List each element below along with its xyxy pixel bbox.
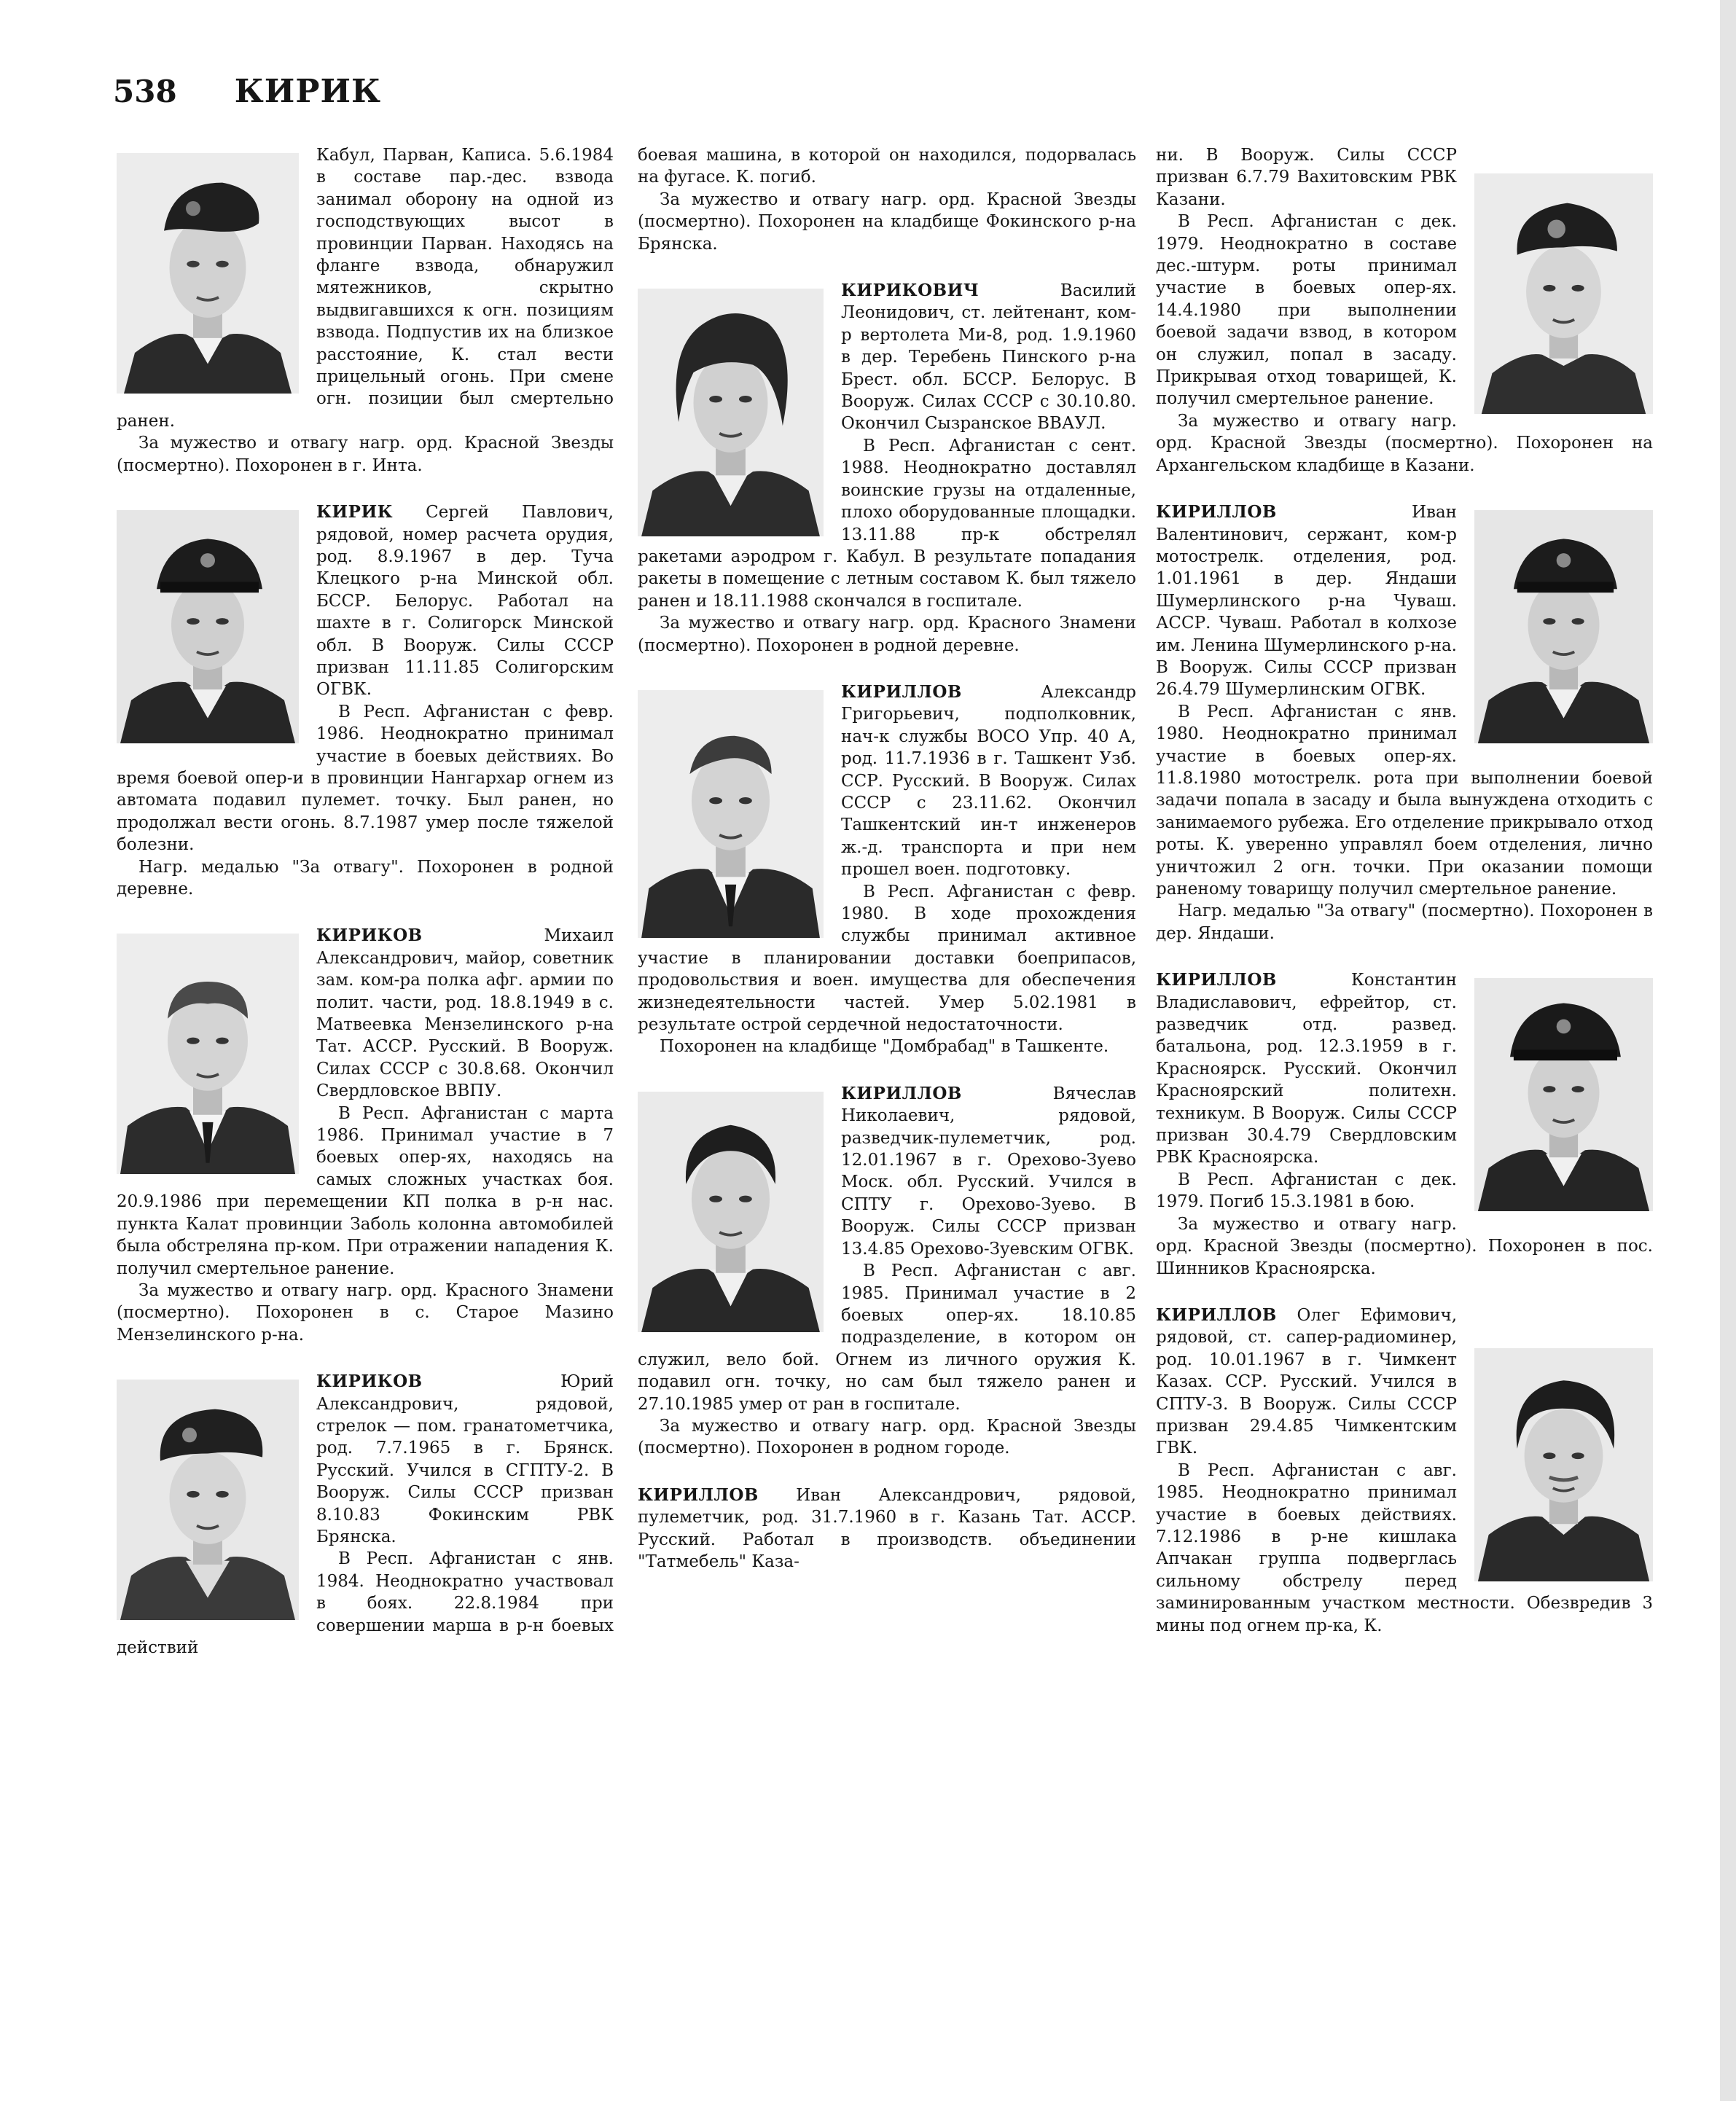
- portrait-photo: [1474, 978, 1653, 1211]
- column-3: [1156, 144, 1653, 2097]
- entry-service: В Респ. Афганистан с марта 1986. Принимал участие в 7 боевых опер-ях, находясь на самых сложных участках боя. 20.9.1986 при перемещении КП полка в р-н нас. пункта Калат провинции Заболь колонна автомобилей была обстреляна пр-ком. При отражении нападения К. получил смертельное ранение.: [117, 1103, 614, 1278]
- page-header: [113, 73, 381, 117]
- entry-service: В Респ. Афганистан с дек. 1979. Неоднократно в составе дес.-штурм. роты принимал участие в боевых опер-ях. 14.4.1980 при выполнении боевой задачи взвод, в котором он служил, попал в засаду. Прикрывая отход товарищей, К. получил смертельное ранение.: [1156, 212, 1457, 409]
- portrait-photo: [117, 1380, 299, 1620]
- running-head: КИРИК: [234, 73, 382, 110]
- portrait-photo: [638, 690, 824, 938]
- page-number: 538: [113, 74, 177, 109]
- portrait-photo: [638, 289, 824, 536]
- entry-text: Александр Григорьевич, подполковник, нач-к службы ВОСО Упр. 40 А, род. 11.7.1936 в г. Ташкент Узб. ССР. Русский. В Вооруж. Силах СССР с 23.11.62. Окончил Ташкентский ин-т инженеров ж.-д. транспорта и при нем прошел воен. подготовку.: [841, 682, 1136, 880]
- portrait-photo: [117, 153, 299, 394]
- entry-service: В Респ. Афганистан с авг. 1985. Принимал участие в 2 боевых опер-ях. 18.10.85 подразделение, в котором он служил, вело бой. Огнем из личного оружия К. подавил огн. точку, но сам был тяжело ранен и 27.10.1985 умер от ран в госпитале.: [638, 1261, 1136, 1414]
- entry-kirillov-ivan-a: [638, 1484, 1136, 1573]
- entry-service: В Респ. Афганистан с февр. 1980. В ходе прохождения службы принимал активное участие в планировании доставки боеприпасов, продовольствия и воен. имущества для обеспечения жизнедеятельности частей. Умер 5.02.1981 в результате острой сердечной недостаточности.: [638, 882, 1136, 1035]
- entry-text: боевая машина, в которой он находился, подорвалась на фугасе. К. погиб.: [638, 146, 1136, 187]
- entry-text: Константин Владиславович, ефрейтор, ст. разведчик отд. развед. батальона, род. 12.3.1959 в г. Красноярск. Русский. Окончил Красноярский политехн. техникум. В Вооруж. Силы СССР призван 30.4.79 Свердловским РВК Красноярска.: [1156, 971, 1457, 1167]
- entry-continuation: [1156, 144, 1653, 477]
- entry-kirikov-mikhail: [117, 925, 614, 1346]
- entry-surname: КИРИЛЛОВ: [638, 1484, 759, 1505]
- entry-surname: КИРИКОВ: [316, 926, 423, 946]
- entry-kirikov-yuriy: [117, 1371, 614, 1659]
- entry-award: За мужество и отвагу нагр. орд. Красной Звезды (посмертно). Похоронен в родном городе.: [638, 1416, 1136, 1458]
- entry-surname: КИРИЛЛОВ: [841, 1083, 962, 1103]
- entry-service: В Респ. Афганистан с авг. 1985. Неоднократно принимал участие в боевых действиях. 7.12.1986 в р-не кишлака Апчакан группа подверглась сильному обстрелу перед заминированным участком местности. Обезвредив 3 мины под огнем пр-ка, К.: [1156, 1460, 1653, 1635]
- entry-continuation: [117, 144, 614, 477]
- entry-service: В Респ. Афганистан с сент. 1988. Неоднократно доставлял воинские грузы на отдаленные, плохо оборудованные площадки. 13.11.88 пр-к обстрелял ракетами аэродром г. Кабул. В результате попадания ракеты в помещение с летным составом К. был тяжело ранен и 18.11.1988 скончался в госпитале.: [638, 436, 1136, 611]
- entry-service: В Респ. Афганистан с февр. 1986. Неоднократно принимал участие в боевых действиях. Во время боевой опер-и в провинции Нангархар огнем из автомата подавил пулемет. точку. Был ранен, но продолжал вести огонь. 8.7.1987 умер после тяжелой болезни.: [117, 702, 614, 855]
- entry-award: За мужество и отвагу нагр. орд. Красной Звезды (посмертно). Похоронен в пос. Шинников Красноярска.: [1156, 1214, 1653, 1278]
- entry-surname: КИРИК: [316, 502, 394, 523]
- entry-award: За мужество и отвагу нагр. орд. Красного Знамени (посмертно). Похоронен в с. Старое Мазино Мензелинского р-на.: [117, 1280, 614, 1345]
- entry-text: Иван Александрович, рядовой, пулеметчик, род. 31.7.1960 в г. Казань Тат. АССР. Русский. Работал в производств. объединении "Татмебель" Каза-: [638, 1485, 1136, 1571]
- entry-text: Кабул, Парван, Каписа. 5.6.1984 в составе пар.-дес. взвода занимал оборону на одной из господствующих высот в провинции Парван. Находясь на фланге взвода, обнаружил мятежников, скрытно выдвигавшихся к огн. позициям взвода. Подпустив их на близкое расстояние, К. стал вести прицельный огонь. При смене огн. позиции был смертельно ранен.: [117, 146, 614, 431]
- entry-award: За мужество и отвагу нагр. орд. Красной Звезды (посмертно). Похоронен на кладбище Фокинского р-на Брянска.: [638, 189, 1136, 254]
- page-edge-shadow: [1720, 0, 1736, 2101]
- entry-surname: КИРИЛЛОВ: [841, 681, 962, 702]
- portrait-photo: [117, 934, 299, 1174]
- portrait-photo: [638, 1092, 824, 1332]
- entry-kirillov-aleksandr: [638, 681, 1136, 1058]
- entry-text: Вячеслав Николаевич, рядовой, разведчик-пулеметчик, род. 12.01.1967 в г. Орехово-Зуево Моск. обл. Русский. Учился в СПТУ г. Орехово-Зуево. В Вооруж. Силы СССР призван 13.4.85 Орехово-Зуевским ОГВК.: [841, 1084, 1136, 1259]
- entry-service: В Респ. Афганистан с дек. 1979. Погиб 15.3.1981 в бою.: [1156, 1170, 1457, 1212]
- portrait-photo: [1474, 510, 1653, 743]
- entry-surname: КИРИЛЛОВ: [1156, 970, 1277, 990]
- entry-kirillov-ivan-v: [1156, 501, 1653, 944]
- entry-text: ни. В Вооруж. Силы СССР призван 6.7.79 Вахитовским РВК Казани.: [1156, 146, 1457, 209]
- entry-service: В Респ. Афганистан с янв. 1980. Неоднократно принимал участие в боевых опер-ях. 11.8.1980 мотострелк. рота при выполнении боевой задачи попала в засаду и была вынуждена отходить с занимаемого рубежа. Его отделение прикрывало отход роты. К. уверенно управлял боем отделения, лично уничтожил 2 огн. точки. При оказании помощи раненому товарищу получил смертельное ранение.: [1156, 702, 1653, 899]
- entry-kirik-sergey: [117, 501, 614, 900]
- entry-award: Нагр. медалью "За отвагу". Похоронен в родной деревне.: [117, 857, 614, 899]
- entry-kirillov-konstantin: [1156, 969, 1653, 1280]
- entry-award: За мужество и отвагу нагр. орд. Красной Звезды (посмертно). Похоронен на Архангельском кладбище в Казани.: [1156, 411, 1653, 475]
- entry-continuation: [638, 144, 1136, 255]
- entry-surname: КИРИЛЛОВ: [1156, 502, 1277, 523]
- portrait-photo: [117, 510, 299, 743]
- portrait-photo: [1474, 1348, 1653, 1581]
- portrait-photo: [1474, 173, 1653, 414]
- entry-award: Похоронен на кладбище "Домбрабад" в Ташкенте.: [660, 1037, 1109, 1057]
- entry-surname: КИРИКОВ: [316, 1372, 423, 1392]
- entry-award: Нагр. медалью "За отвагу" (посмертно). Похоронен в дер. Яндаши.: [1156, 901, 1653, 943]
- entry-text: Василий Леонидович, ст. лейтенант, ком-р вертолета Ми-8, род. 1.9.1960 в дер. Теребень Пинского р-на Брест. обл. БССР. Белорус. В Вооруж. Силах СССР с 30.10.80. Окончил Сызранское ВВАУЛ.: [841, 281, 1136, 434]
- entry-text: Иван Валентинович, сержант, ком-р мотострелк. отделения, род. 1.01.1961 в дер. Яндаши Шумерлинского р-на Чуваш. АССР. Чуваш. Работал в колхозе им. Ленина Шумерлинского р-на. В Вооруж. Силы СССР призван 26.4.79 Шумерлинским ОГВК.: [1156, 503, 1457, 700]
- entry-surname: КИРИКОВИЧ: [841, 281, 980, 301]
- entry-text: Михаил Александрович, майор, советник зам. ком-ра полка афг. армии по полит. части, род. 18.8.1949 в с. Матвеевка Мензелинского р-на Тат. АССР. Русский. В Вооруж. Силах СССР с 30.8.68. Окончил Свердловское ВВПУ.: [316, 926, 614, 1101]
- entry-award: За мужество и отвагу нагр. орд. Красной Звезды (посмертно). Похоронен в г. Инта.: [117, 434, 614, 475]
- entry-kirillov-oleg: [1156, 1304, 1653, 1637]
- column-1: [117, 144, 614, 2097]
- entry-text: Олег Ефимович, рядовой, ст. сапер-радиоминер, род. 10.01.1967 в г. Чимкент Казах. ССР. Русский. Учился в СПТУ-3. В Вооруж. Силы СССР призван 29.4.85 Чимкентским ГВК.: [1156, 1305, 1457, 1458]
- entry-service: В Респ. Афганистан с янв. 1984. Неоднократно участвовал в боях. 22.8.1984 при совершении марша в р-н боевых действий: [117, 1549, 614, 1657]
- entry-surname: КИРИЛЛОВ: [1156, 1304, 1277, 1325]
- entry-text: Юрий Александрович, рядовой, стрелок — пом. гранатометчика, род. 7.7.1965 в г. Брянск. Русский. Учился в СГПТУ-2. В Вооруж. Силы СССР призван 8.10.83 Фокинским РВК Брянска.: [316, 1372, 614, 1546]
- entry-award: За мужество и отвагу нагр. орд. Красного Знамени (посмертно). Похоронен в родной деревне.: [638, 614, 1136, 655]
- entry-kirillov-vyacheslav: [638, 1083, 1136, 1460]
- column-2: [638, 144, 1136, 2097]
- entry-kirikovich-vasiliy: [638, 280, 1136, 657]
- entry-text: Сергей Павлович, рядовой, номер расчета орудия, род. 8.9.1967 в дер. Туча Клецкого р-на Минской обл. БССР. Белорус. Работал на шахте в г. Солигорск Минской обл. В Вооруж. Силы СССР призван 11.11.85 Солигорским ОГВК.: [316, 503, 614, 700]
